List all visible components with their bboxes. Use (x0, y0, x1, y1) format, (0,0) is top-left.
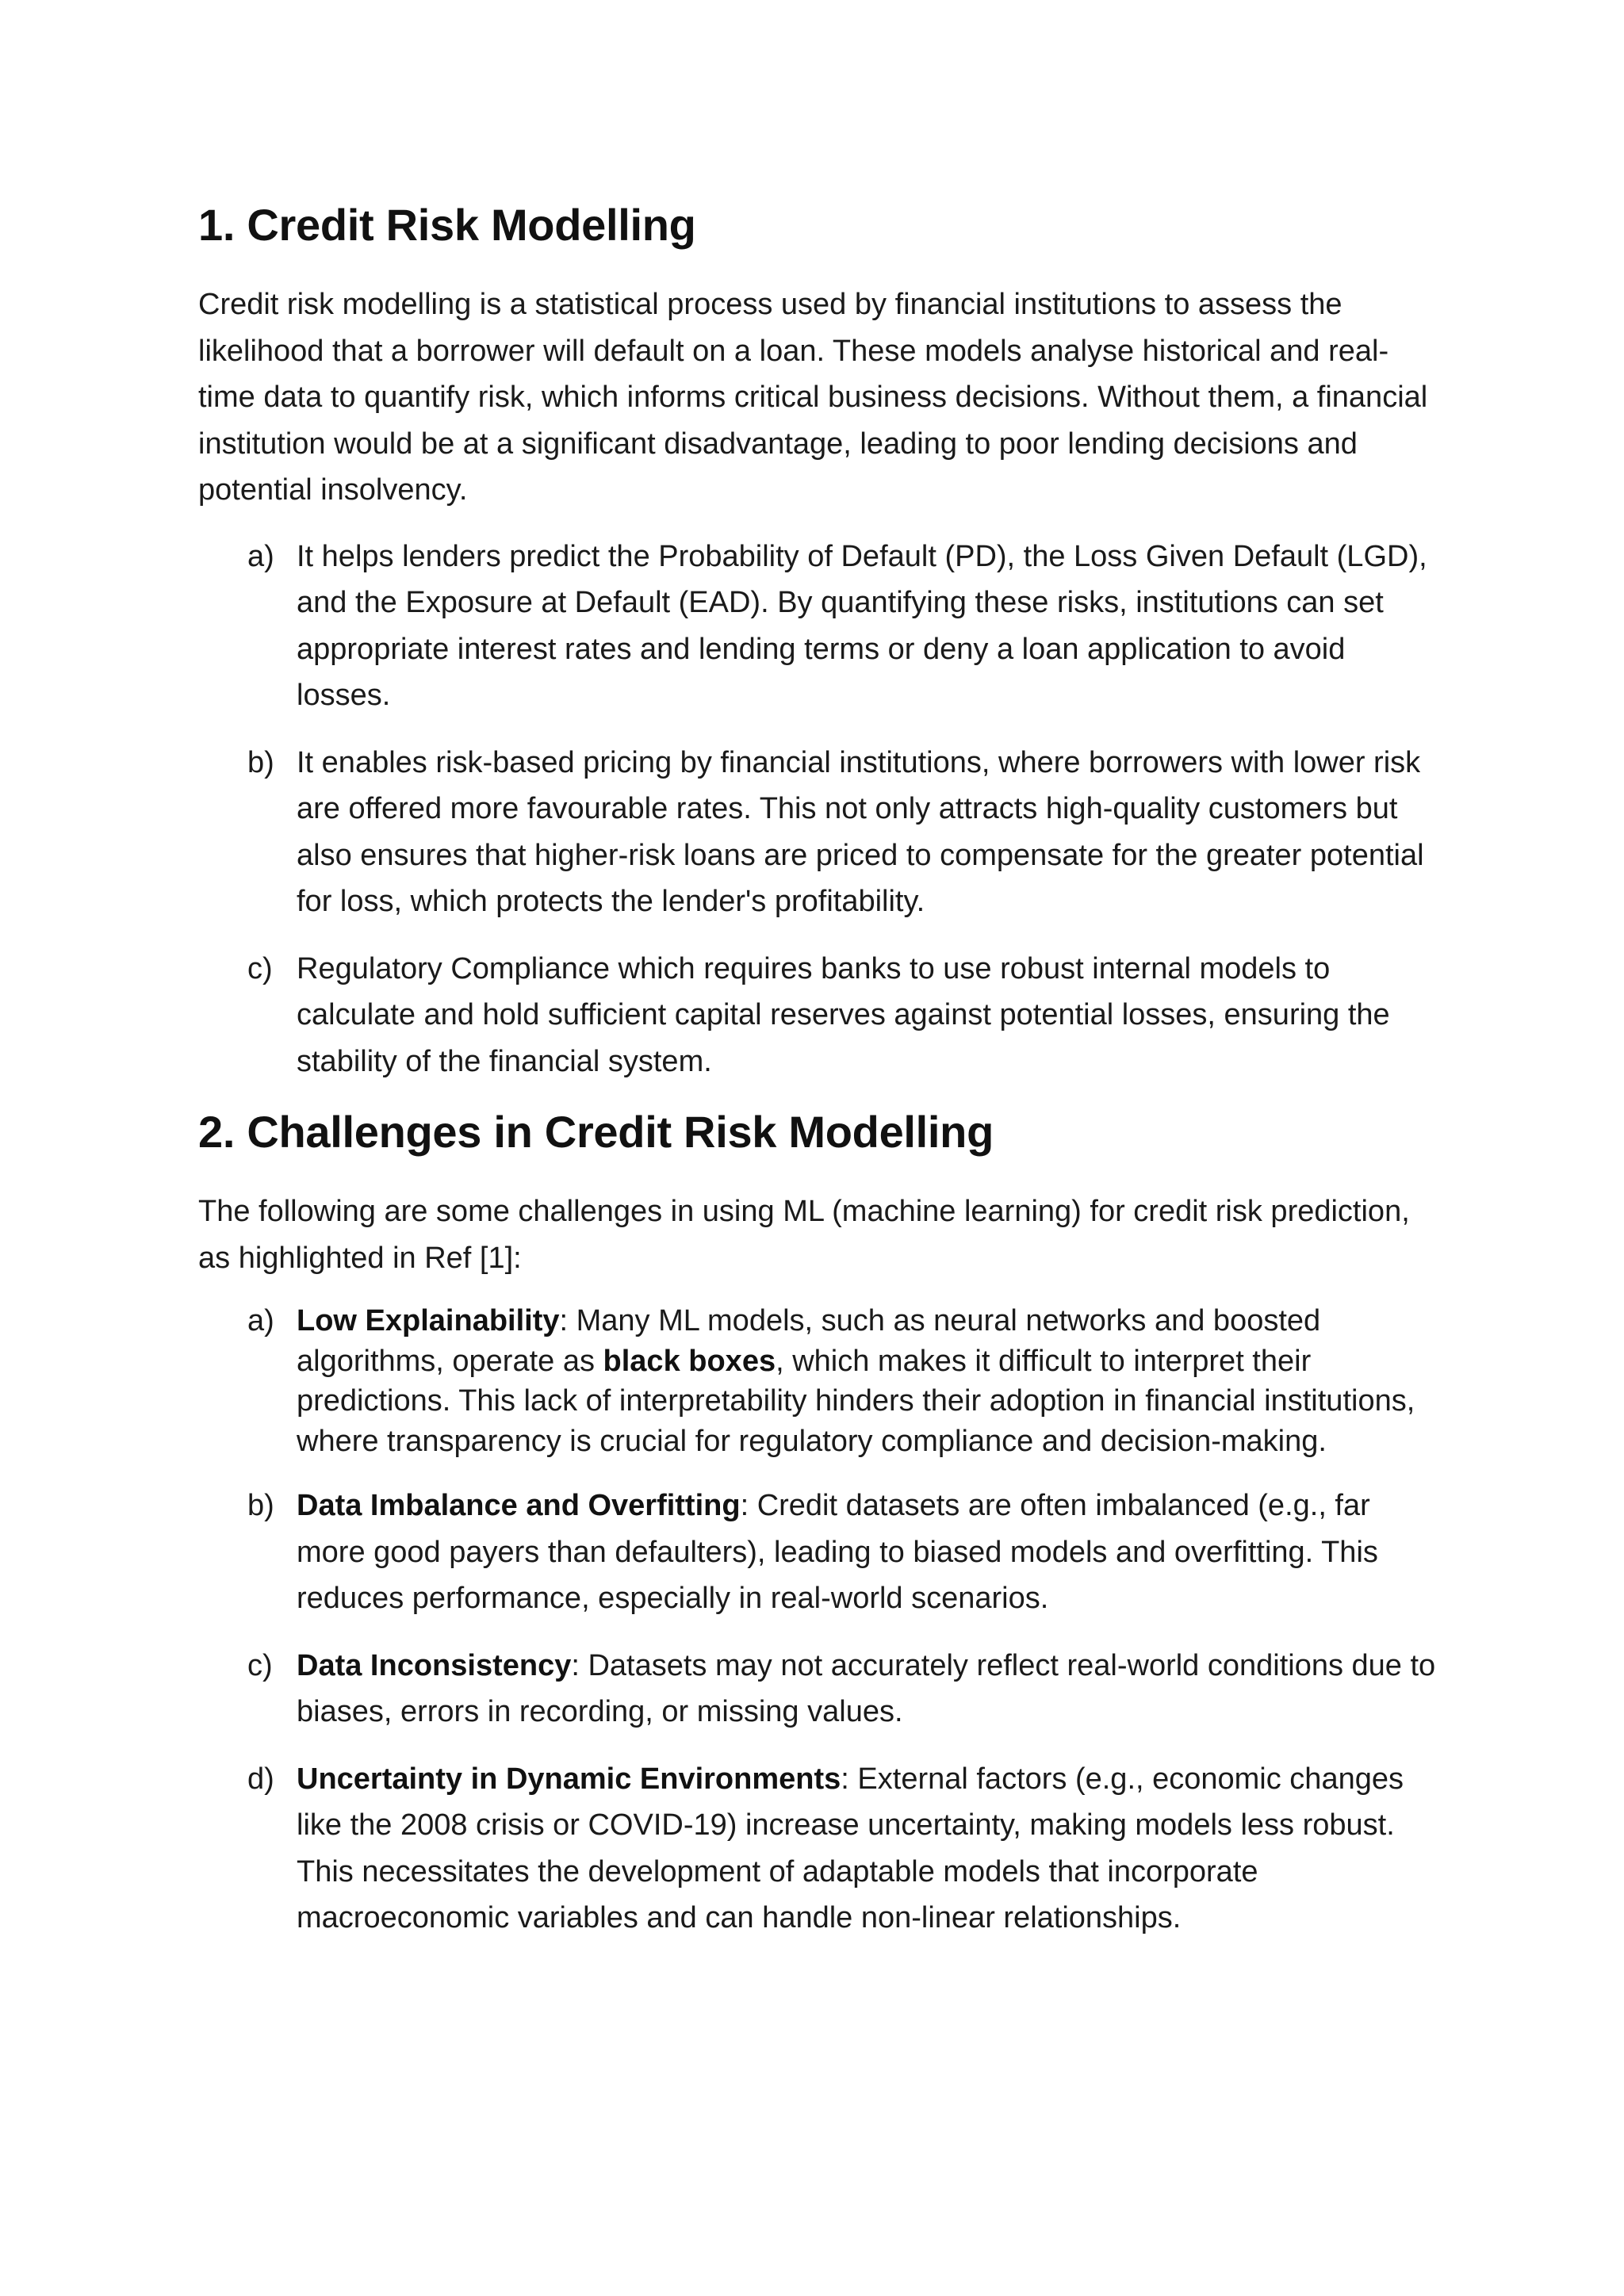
list-item-term: Data Inconsistency (297, 1648, 572, 1682)
list-item-text: : External factors (e.g., economic changes like the 2008 crisis or COVID-19) increase uncertainty, making models less robust. This necessitates the development of adaptable models that incorporate macroeconomic variables and can handle non-linear relationships. (297, 1762, 1404, 1934)
list-marker: d) (247, 1762, 274, 1796)
list-item-text: : Many ML models, such as neural networks and boosted algorithms, operate as (297, 1304, 1321, 1378)
list-marker: b) (247, 745, 274, 779)
list-item-term: Data Imbalance and Overfitting (297, 1489, 741, 1522)
list-item (198, 1643, 1443, 1735)
list-marker: a) (247, 1304, 274, 1337)
inline-bold-phrase: black boxes (603, 1344, 776, 1378)
section-heading-credit-risk-modelling: 1. Credit Risk Modelling (198, 200, 696, 250)
list-item (198, 1483, 1443, 1622)
list-item (198, 1301, 1443, 1461)
list-item-text: It enables risk-based pricing by financial institutions, where borrowers with lower risk are offered more favourable rates. This not only attracts high-quality customers but also ensures that higher-risk loans are priced to compensate for the greater potential for loss, which protects the lender's profitability. (297, 745, 1424, 918)
list-item (198, 1756, 1443, 1942)
list-item-term: Low Explainability (297, 1304, 560, 1337)
credit-risk-benefits-list (198, 534, 1443, 1085)
list-item (198, 946, 1443, 1085)
list-item-text: : Datasets may not accurately reflect real-world conditions due to biases, errors in recording, or missing values. (297, 1648, 1436, 1728)
list-item (198, 534, 1443, 719)
list-item-term: Uncertainty in Dynamic Environments (297, 1762, 841, 1796)
list-marker: a) (247, 539, 274, 573)
intro-paragraph: Credit risk modelling is a statistical process used by financial institutions to assess the likelihood that a borrower will default on a loan. These models analyse historical and real-time data to quantify risk, which informs critical business decisions. Without them, a financial institution would be at a significant disadvantage, leading to poor lending decisions and potential insolvency. (198, 288, 1428, 507)
list-item (198, 740, 1443, 925)
list-marker: c) (247, 1648, 273, 1682)
list-item-text: , which makes it difficult to interpret their predictions. This lack of interpretability hinders their adoption in financial institutions, where transparency is crucial for regulatory compliance and decision-making. (297, 1344, 1415, 1458)
document-page (198, 198, 1443, 1962)
challenges-intro-paragraph: The following are some challenges in using ML (machine learning) for credit risk prediction, as highlighted in Ref [1]: (198, 1195, 1410, 1275)
section-heading-challenges: 2. Challenges in Credit Risk Modelling (198, 1107, 994, 1157)
list-item-text: : Credit datasets are often imbalanced (e.g., far more good payers than defaulters), leading to biased models and overfitting. This reduces performance, especially in real-world scenarios. (297, 1489, 1378, 1615)
list-marker: b) (247, 1489, 274, 1522)
challenges-list (198, 1301, 1443, 1942)
list-item-text: It helps lenders predict the Probability of Default (PD), the Loss Given Default (LGD), and the Exposure at Default (EAD). By quantifying these risks, institutions can set appropriate interest rates and lending terms or deny a loan application to avoid losses. (297, 539, 1427, 712)
list-item-text: Regulatory Compliance which requires banks to use robust internal models to calculate and hold sufficient capital reserves against potential losses, ensuring the stability of the financial system. (297, 951, 1390, 1078)
list-marker: c) (247, 951, 273, 985)
